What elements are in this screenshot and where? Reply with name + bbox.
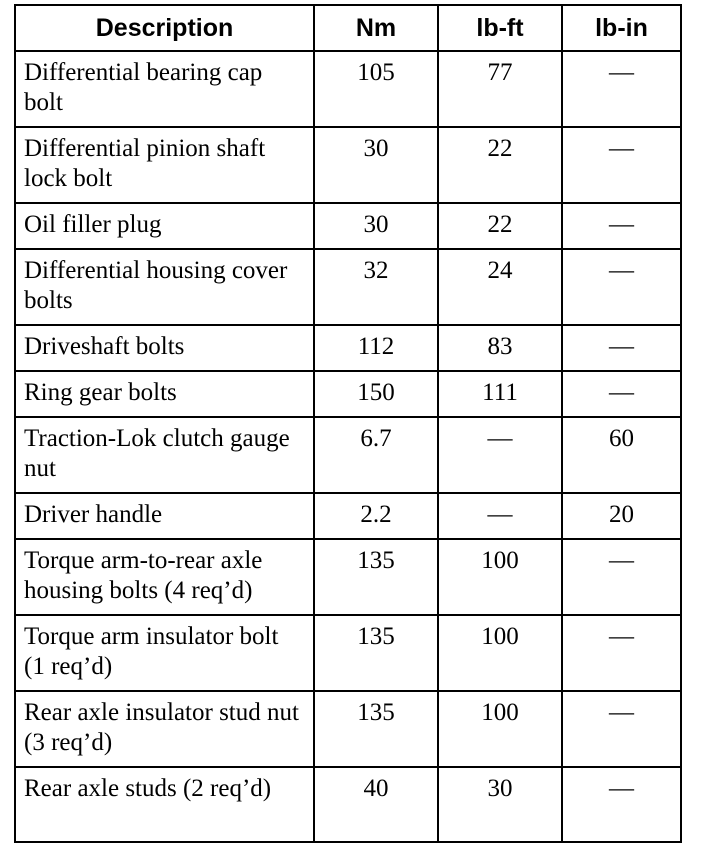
- table-row: [15, 127, 681, 203]
- description-cell: Oil filler plug: [15, 203, 314, 249]
- description-cell: Driver handle: [15, 493, 314, 539]
- table-row: [15, 493, 681, 539]
- description-cell: Rear axle insulator stud nut (3 req’d): [15, 691, 314, 767]
- lbin-cell: —: [562, 767, 681, 842]
- nm-cell: 112: [314, 325, 438, 371]
- lbin-cell: —: [562, 325, 681, 371]
- lbin-cell: —: [562, 51, 681, 127]
- header-lbft: lb-ft: [438, 5, 562, 51]
- lbin-cell: —: [562, 249, 681, 325]
- lbft-cell: 22: [438, 203, 562, 249]
- description-cell: Torque arm insulator bolt (1 req’d): [15, 615, 314, 691]
- table-row: [15, 691, 681, 767]
- lbin-cell: —: [562, 691, 681, 767]
- lbft-cell: 24: [438, 249, 562, 325]
- table-row: [15, 203, 681, 249]
- lbin-cell: —: [562, 203, 681, 249]
- description-cell: Differential pinion shaft lock bolt: [15, 127, 314, 203]
- lbin-cell: —: [562, 615, 681, 691]
- lbft-cell: 77: [438, 51, 562, 127]
- table-row: [15, 249, 681, 325]
- table-row: [15, 51, 681, 127]
- nm-cell: 30: [314, 127, 438, 203]
- header-nm: Nm: [314, 5, 438, 51]
- description-cell: Rear axle studs (2 req’d): [15, 767, 314, 842]
- lbft-cell: 100: [438, 691, 562, 767]
- nm-cell: 2.2: [314, 493, 438, 539]
- header-lbin: lb-in: [562, 5, 681, 51]
- nm-cell: 105: [314, 51, 438, 127]
- nm-cell: 135: [314, 615, 438, 691]
- lbft-cell: 100: [438, 539, 562, 615]
- torque-spec-table: [14, 4, 682, 843]
- table-row: [15, 539, 681, 615]
- description-cell: Torque arm-to-rear axle housing bolts (4 req’d): [15, 539, 314, 615]
- table-header-row: [15, 5, 681, 51]
- nm-cell: 135: [314, 539, 438, 615]
- description-cell: Driveshaft bolts: [15, 325, 314, 371]
- table-row: [15, 767, 681, 842]
- lbin-cell: 60: [562, 417, 681, 493]
- description-cell: Differential bearing cap bolt: [15, 51, 314, 127]
- nm-cell: 6.7: [314, 417, 438, 493]
- table-row: [15, 325, 681, 371]
- lbin-cell: —: [562, 539, 681, 615]
- lbft-cell: 100: [438, 615, 562, 691]
- header-description: Description: [15, 5, 314, 51]
- lbft-cell: 22: [438, 127, 562, 203]
- lbin-cell: —: [562, 371, 681, 417]
- nm-cell: 40: [314, 767, 438, 842]
- description-cell: Ring gear bolts: [15, 371, 314, 417]
- table-row: [15, 371, 681, 417]
- lbin-cell: 20: [562, 493, 681, 539]
- table-row: [15, 417, 681, 493]
- nm-cell: 135: [314, 691, 438, 767]
- nm-cell: 30: [314, 203, 438, 249]
- lbin-cell: —: [562, 127, 681, 203]
- lbft-cell: 30: [438, 767, 562, 842]
- lbft-cell: 111: [438, 371, 562, 417]
- nm-cell: 150: [314, 371, 438, 417]
- lbft-cell: —: [438, 417, 562, 493]
- lbft-cell: 83: [438, 325, 562, 371]
- table-row: [15, 615, 681, 691]
- nm-cell: 32: [314, 249, 438, 325]
- description-cell: Differential housing cover bolts: [15, 249, 314, 325]
- lbft-cell: —: [438, 493, 562, 539]
- description-cell: Traction-Lok clutch gauge nut: [15, 417, 314, 493]
